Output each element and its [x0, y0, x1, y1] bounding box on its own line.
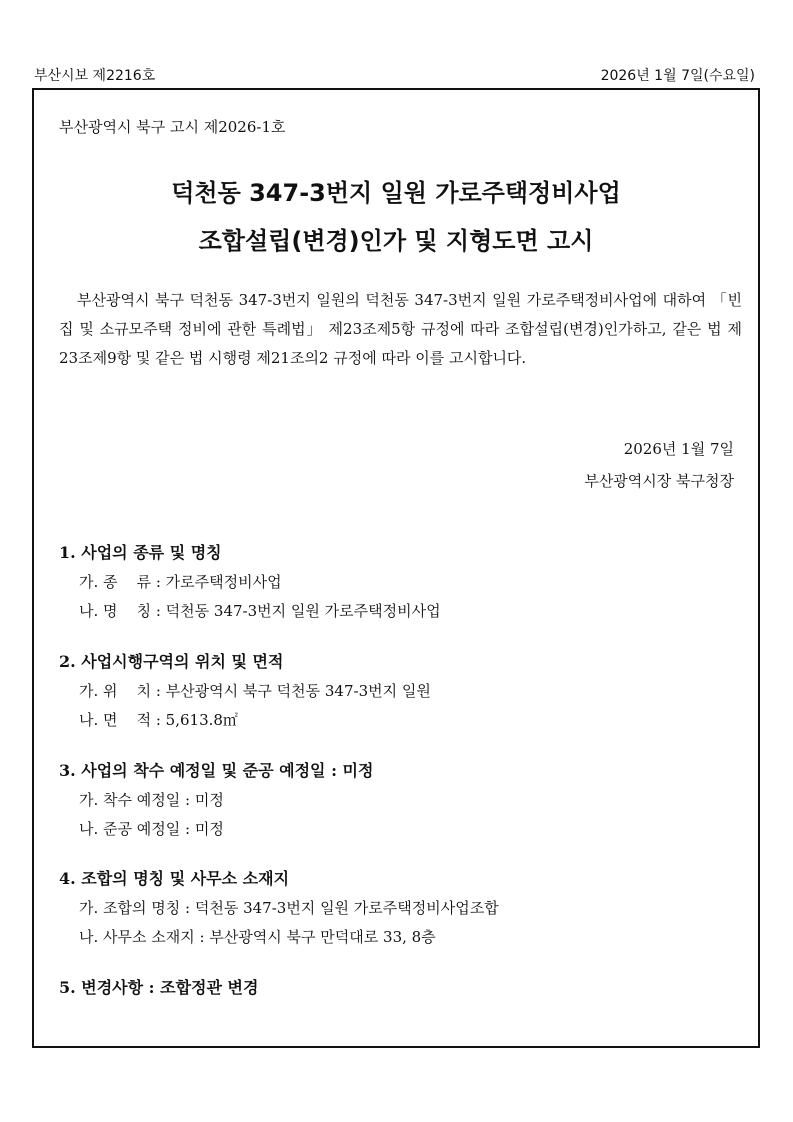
section-item: 나. 준공 예정일 : 미정	[79, 820, 224, 838]
section-item: 가. 종 류 : 가로주택정비사업	[79, 573, 282, 591]
notice-number: 부산광역시 북구 고시 제2026-1호	[59, 118, 286, 136]
gazette-issue: 부산시보 제2216호	[34, 68, 156, 84]
section-item: 나. 면 적 : 5,613.8㎡	[79, 711, 238, 729]
section-item: 가. 조합의 명칭 : 덕천동 347-3번지 일원 가로주택정비사업조합	[79, 899, 499, 917]
section-heading: 4. 조합의 명칭 및 사무소 소재지	[59, 869, 290, 888]
section-heading: 2. 사업시행구역의 위치 및 면적	[59, 652, 284, 671]
notice-date: 2026년 1월 7일	[623, 440, 734, 458]
section-item: 나. 명 칭 : 덕천동 347-3번지 일원 가로주택정비사업	[79, 602, 441, 620]
gazette-date: 2026년 1월 7일(수요일)	[600, 68, 755, 84]
section-heading: 3. 사업의 착수 예정일 및 준공 예정일 : 미정	[59, 761, 374, 780]
section-item: 나. 사무소 소재지 : 부산광역시 북구 만덕대로 33, 8층	[79, 928, 436, 946]
section-heading: 5. 변경사항 : 조합정관 변경	[59, 978, 259, 997]
notice-box	[32, 88, 760, 1048]
notice-title-line1: 덕천동 347-3번지 일원 가로주택정비사업	[171, 179, 621, 207]
section-item: 가. 착수 예정일 : 미정	[79, 791, 224, 809]
section-heading: 1. 사업의 종류 및 명칭	[59, 543, 222, 562]
notice-body: 부산광역시 북구 덕천동 347-3번지 일원의 덕천동 347-3번지 일원 가로주택정비사업에 대하여 「빈집 및 소규모주택 정비에 관한 특례법」 제23조제5항 규정에 따라 조합설립(변경)인가하고, 같은 법 제23조제9항 및 같은 법 시행령 제21조의2 규정에 따라 이를 고시합니다.	[59, 291, 742, 367]
notice-title-line2: 조합설립(변경)인가 및 지형도면 고시	[198, 227, 594, 255]
section-item: 가. 위 치 : 부산광역시 북구 덕천동 347-3번지 일원	[79, 682, 431, 700]
issuing-authority: 부산광역시장 북구청장	[584, 472, 734, 490]
